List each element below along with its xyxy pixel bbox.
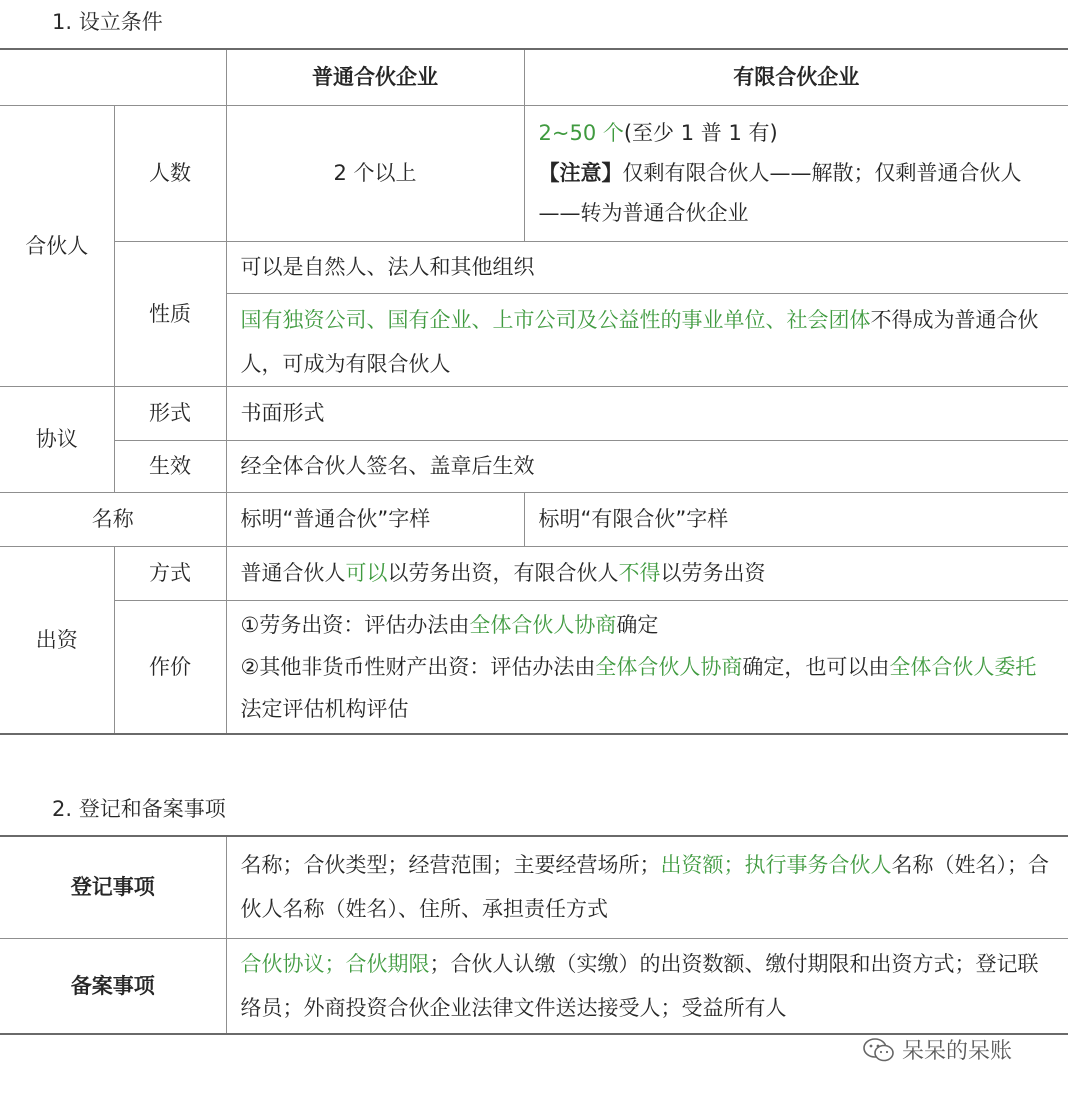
note-text: 仅剩有限合伙人——解散；仅剩普通合伙人——转为普通合伙企业 [538, 161, 1022, 225]
registration-text-2: 名称（姓名）；合伙人名称（姓名）、住所、承担责任方式 [240, 853, 1049, 922]
nature-restriction: 不得成为普通合伙人，可成为有限合伙人 [240, 307, 1039, 376]
note-tag: 【注意】 [538, 161, 623, 185]
registration-filing-table [0, 835, 1068, 1035]
nature-value-cell [226, 241, 1068, 386]
registration-label: 登记事项 [0, 836, 226, 938]
valuation-line-1 [241, 604, 1055, 646]
count-limited-range-note: (至少 1 普 1 有) [623, 121, 778, 145]
header-blank-cell [0, 49, 226, 105]
header-general-partnership: 普通合伙企业 [226, 49, 524, 105]
method-text-3: 以劳务出资 [660, 561, 766, 585]
effect-label: 生效 [114, 440, 226, 492]
nature-state-entities: 国有独资公司、国有企业、上市公司及公益性的事业单位、社会团体 [240, 307, 871, 332]
val1-text-1: ①劳务出资：评估办法由 [240, 612, 470, 637]
val2-text-2: 确定，也可以由 [742, 654, 890, 679]
name-label: 名称 [0, 492, 226, 546]
section-1-heading: 1. 设立条件 [52, 10, 163, 34]
count-limited-range: 2~50 个 [538, 121, 624, 145]
establishment-conditions-table [0, 48, 1068, 735]
nature-line-1: 可以是自然人、法人和其他组织 [227, 242, 1069, 294]
section-2-heading: 2. 登记和备案事项 [52, 797, 226, 821]
method-value [226, 546, 1068, 600]
form-label: 形式 [114, 386, 226, 440]
effect-value: 经全体合伙人签名、盖章后生效 [226, 440, 1068, 492]
registration-value [226, 836, 1068, 938]
filing-value [226, 938, 1068, 1034]
header-limited-partnership: 有限合伙企业 [524, 49, 1068, 105]
valuation-label: 作价 [114, 600, 226, 734]
method-can: 可以 [345, 561, 388, 585]
capital-label: 出资 [0, 546, 114, 734]
registration-text-1: 名称；合伙类型；经营范围；主要经营场所； [240, 853, 661, 878]
count-general-value: 2 个以上 [226, 105, 524, 241]
filing-text: ；合伙人认缴（实缴）的出资数额、缴付期限和出资方式；登记联络员；外商投资合伙企业法律文件送达接受人；受益所有人 [240, 951, 1039, 1020]
method-label: 方式 [114, 546, 226, 600]
val2-entrust: 全体合伙人委托 [889, 654, 1037, 679]
val1-text-2: 确定 [616, 612, 659, 637]
method-cannot: 不得 [618, 561, 661, 585]
watermark [862, 1034, 1012, 1065]
name-limited-value: 标明“有限合伙”字样 [524, 492, 1068, 546]
watermark-text: 呆呆的呆账 [902, 1039, 1013, 1064]
form-value: 书面形式 [226, 386, 1068, 440]
filing-label: 备案事项 [0, 938, 226, 1034]
filing-agreement-term: 合伙协议；合伙期限 [240, 951, 430, 976]
count-limited-value [524, 105, 1068, 241]
partners-label: 合伙人 [0, 105, 114, 386]
method-text-2: 以劳务出资，有限合伙人 [387, 561, 619, 585]
wechat-icon [862, 1037, 896, 1063]
valuation-value [226, 600, 1068, 734]
valuation-line-2 [241, 655, 1037, 721]
count-label: 人数 [114, 105, 226, 241]
registration-capital-executive: 出资额；执行事务合伙人 [660, 853, 892, 878]
nature-label: 性质 [114, 241, 226, 386]
val2-consult: 全体合伙人协商 [595, 654, 743, 679]
method-text-1: 普通合伙人 [240, 561, 346, 585]
val2-text-1: ②其他非货币性财产出资：评估办法由 [240, 654, 596, 679]
val1-consult: 全体合伙人协商 [469, 612, 617, 637]
name-general-value: 标明“普通合伙”字样 [226, 492, 524, 546]
val2-text-3: 法定评估机构评估 [240, 696, 409, 721]
nature-line-2 [227, 294, 1069, 386]
agreement-label: 协议 [0, 386, 114, 492]
